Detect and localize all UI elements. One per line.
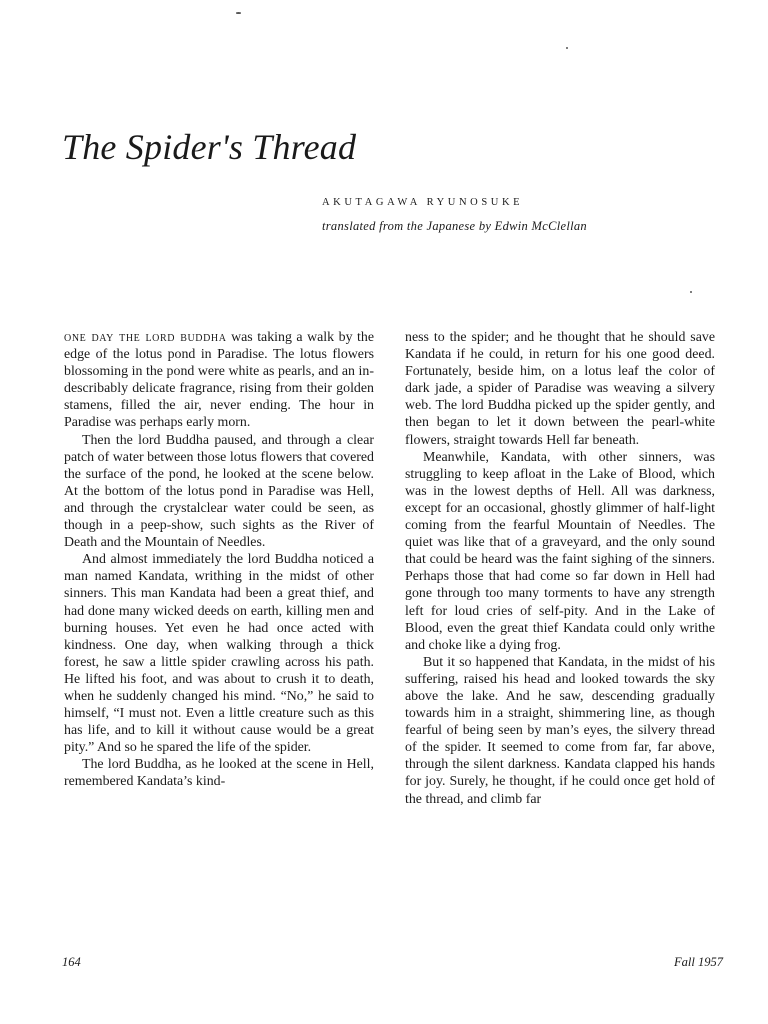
author-name: AKUTAGAWA RYUNOSUKE bbox=[322, 197, 524, 208]
paragraph-text: was taking a walk by the edge of the lotus pond in Paradise. The lotus flowers blossoming in the pond were white as pearls, and an indescribably delicate fragrance, rising from their golden stamens, filled the air, never ending. The hour in Paradise was perhaps early morn. bbox=[64, 330, 374, 431]
paragraph: ness to the spider; and he thought that he should save Kandata if he could, in return for his one good deed. Fortunately, beside him, on a lotus leaf the color of dark jade, a spider of Paradise was weaving a silvery web. The lord Buddha picked up the spider gently, and then began to let it down between the pearl-white flowers, straight towards Hell far beneath. bbox=[405, 330, 715, 448]
paragraph: But it so happened that Kandata, in the midst of his suffering, raised his head and looked towards the sky above the lake. And he saw, descending gradually towards him in a straight, shimmering line, as though fearful of being seen by man’s eyes, the silvery thread of the spider. It seemed to come from far, far above, through the silent darkness. Kandata clapped his hands for joy. Surely, he thought, if he could once get hold of the thread, and climb far bbox=[405, 654, 715, 807]
paragraph: The lord Buddha, as he looked at the scene in Hell, remembered Kandata’s kind- bbox=[64, 757, 374, 790]
page-number: 164 bbox=[62, 955, 81, 969]
lead-in: one day the lord buddha bbox=[64, 330, 227, 345]
print-speck bbox=[690, 291, 692, 293]
issue-date: Fall 1957 bbox=[674, 955, 723, 969]
byline bbox=[322, 196, 742, 234]
print-speck bbox=[236, 12, 241, 14]
article-title: The Spider's Thread bbox=[62, 127, 357, 167]
paragraph bbox=[64, 329, 374, 432]
paragraph: Meanwhile, Kandata, with other sinners, was struggling to keep afloat in the Lake of Blood, which was in the lowest depths of Hell. All was darkness, except for an occasional, ghostly glimmer of half-light coming from the fearful Mountain of Needles. The quiet was like that of a graveyard, and the only sound that could be heard was the faint sighing of the sinners. Perhaps those that had come so far down in Hell had gone through too many torments to have any strength left for loud cries of self-pity. And in the Lake of Blood, even the great thief Kandata could only writhe and choke like a dying frog. bbox=[405, 449, 715, 653]
paragraph: Then the lord Buddha paused, and through a clear patch of water between those lotus flowers that covered the surface of the pond, he looked at the scene below. At the bottom of the lotus pond in Paradise was Hell, and through the crystalclear water could be seen, as though in a peep-show, such sights as the River of Death and the Mountain of Needles. bbox=[64, 432, 374, 551]
text-column-right bbox=[405, 329, 715, 808]
print-speck bbox=[566, 47, 568, 49]
paragraph: And almost immediately the lord Buddha noticed a man named Kandata, writhing in the midst of other sinners. This man Kandata had been a great thief, and had done many wicked deeds on earth, killing men and burning houses. Yet even he had once acted with kindness. One day, when walking through a thick forest, he saw a little spider crawling across his path. He lifted his foot, and was about to crush it to death, when he suddenly changed his mind. “No,” he said to himself, “I must not. Even a little creature such as this has life, and to kill it without cause would be a great pity.” And so he spared the life of the spider. bbox=[64, 552, 374, 756]
text-column-left bbox=[64, 329, 374, 791]
translator-credit: translated from the Japanese by Edwin McClellan bbox=[322, 219, 587, 233]
